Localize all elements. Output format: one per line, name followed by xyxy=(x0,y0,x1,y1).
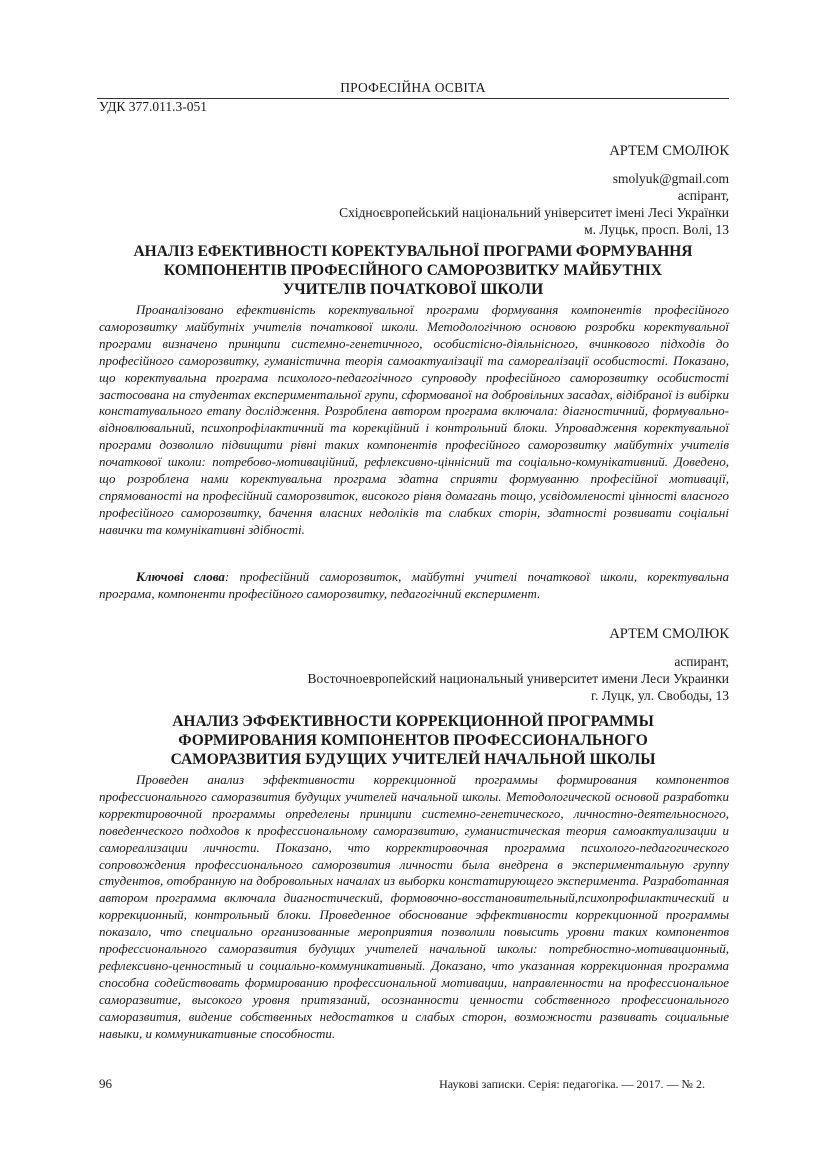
page-number: 96 xyxy=(99,1076,112,1091)
author-address-uk: м. Луцьк, просп. Волі, 13 xyxy=(584,222,729,237)
abstract-uk: Проаналізовано ефективність коректувальної програми формування компонентів професійного саморозвитку майбутніх учителів початкової школи. Методологічною основою розробки коректувальної програми визначено принципи системно-генетичного, особистісно-діяльнісного, вчинкового підходів до професійного саморозвитку, гуманістична теорія самоактуалізації та самореалізації особистості. Показано, що коректувальна програма психолого-педагогічного супроводу професійного саморозвитку особистості застосована на студентах експериментальної групи, сформованої на добровільних засадах, відібраної із вибірки констатувального етапу дослідження. Розроблена автором програма включала: діагностичний, формувально-відновлювальний, психопрофілактичний та корекційний і контрольний блоки. Упровадження коректувальної програми дозволило підвищити рівні таких компонентів професійного саморозвитку майбутніх учителів початкової школи: потребово-мотиваційний, рефлексивно-ціннісний та соціально-комунікативний. Доведено, що розроблена нами коректувальна програма здатна сприяти формуванню професійної мотивації, спрямованості на професійний саморозвиток, високого рівня домагань тощо, усвідомленості цінності власного професійного саморозвитку, бачення власних недоліків та слабких сторін, здатності розвивати соціальні навички та комунікативні здібності. xyxy=(99,302,729,537)
author-position-uk: аспірант, xyxy=(677,188,729,203)
title-line: АНАЛІЗ ЕФЕКТИВНОСТІ КОРЕКТУВАЛЬНОЇ ПРОГРАМИ ФОРМУВАННЯ xyxy=(133,243,693,260)
author-name-ru: АРТЕМ СМОЛЮК xyxy=(609,626,729,642)
author-university-uk: Східноєвропейський національний університет імені Лесі Українки xyxy=(339,205,729,220)
author-university-ru: Восточноевропейский национальный университет имени Леси Украинки xyxy=(307,671,729,686)
journal-citation: Наукові записки. Серія: педагогіка. — 2017. — № 2. xyxy=(439,1077,705,1091)
title-line: УЧИТЕЛІВ ПОЧАТКОВОЇ ШКОЛИ xyxy=(282,281,544,298)
author-address-ru: г. Луцк, ул. Свободы, 13 xyxy=(591,688,729,703)
journal-section-header: ПРОФЕСІЙНА ОСВІТА xyxy=(340,80,486,95)
abstract-ru: Проведен анализ эффективности коррекционной программы формирования компонентов профессионального саморазвития будущих учителей начальной школы. Методологической основой разработки корректировочной программы определены принципи системно-генетического, личностно-деятельносного, поведенческого подходов к профессиональному саморазвитию, гуманистическая теория самоактуализации и самореализации личности. Показано, что корректировочная программа психолого-педагогического сопровождения профессионального саморозвития личности была внедрена в экспериментальную группу студентов, отобранную на добровольных началах из выборки констатирующего эксперимента. Разработанная автором программа включала диагностический, формовочно-восстановительный,психопрофилактический и коррекционный, контрольный блоки. Проведенное обоснование эффективности коррекционной программы показало, что специально организованные мероприятия позволили повысить уровни таких компонентов профессионального саморазвития будущих учителей начальной школы: потребностно-мотивационный, рефлексивно-ценностный и социально-коммуникативный. Доказано, что указанная коррекционная программа способна содействовать формированию профессиональной мотивации, направленности на профессиональное саморазвитие, высокого уровня притязаний, осознанности ценности собственного профессионального саморазвития, видение собственных недостатков и слабых сторон, возможности развивать социальные навыки, и коммуникативные способности. xyxy=(99,772,729,1041)
keywords-label: Ключові слова xyxy=(136,569,225,584)
title-line: САМОРАЗВИТИЯ БУДУЩИХ УЧИТЕЛЕЙ НАЧАЛЬНОЙ ШКОЛЫ xyxy=(170,751,656,768)
keywords-text: : професійний саморозвиток, майбутні учителі початкової школи, коректувальна програма, компоненти професійного саморозвитку, педагогічний експеримент. xyxy=(99,569,729,601)
author-email: smolyuk@gmail.com xyxy=(612,171,729,186)
author-name-uk: АРТЕМ СМОЛЮК xyxy=(609,143,729,159)
title-line: КОМПОНЕНТІВ ПРОФЕСІЙНОГО САМОРОЗВИТКУ МАЙБУТНІХ xyxy=(163,262,663,279)
udc-code: УДК 377.011.3-051 xyxy=(99,99,208,114)
article-title-uk xyxy=(97,242,729,299)
title-line: ФОРМИРОВАНИЯ КОМПОНЕНТОВ ПРОФЕССИОНАЛЬНОГО xyxy=(178,732,648,749)
keywords-uk xyxy=(99,569,729,603)
article-title-ru xyxy=(97,712,729,769)
title-line: АНАЛИЗ ЭФФЕКТИВНОСТИ КОРРЕКЦИОННОЙ ПРОГРАММЫ xyxy=(172,713,654,730)
author-position-ru: аспирант, xyxy=(674,654,729,669)
